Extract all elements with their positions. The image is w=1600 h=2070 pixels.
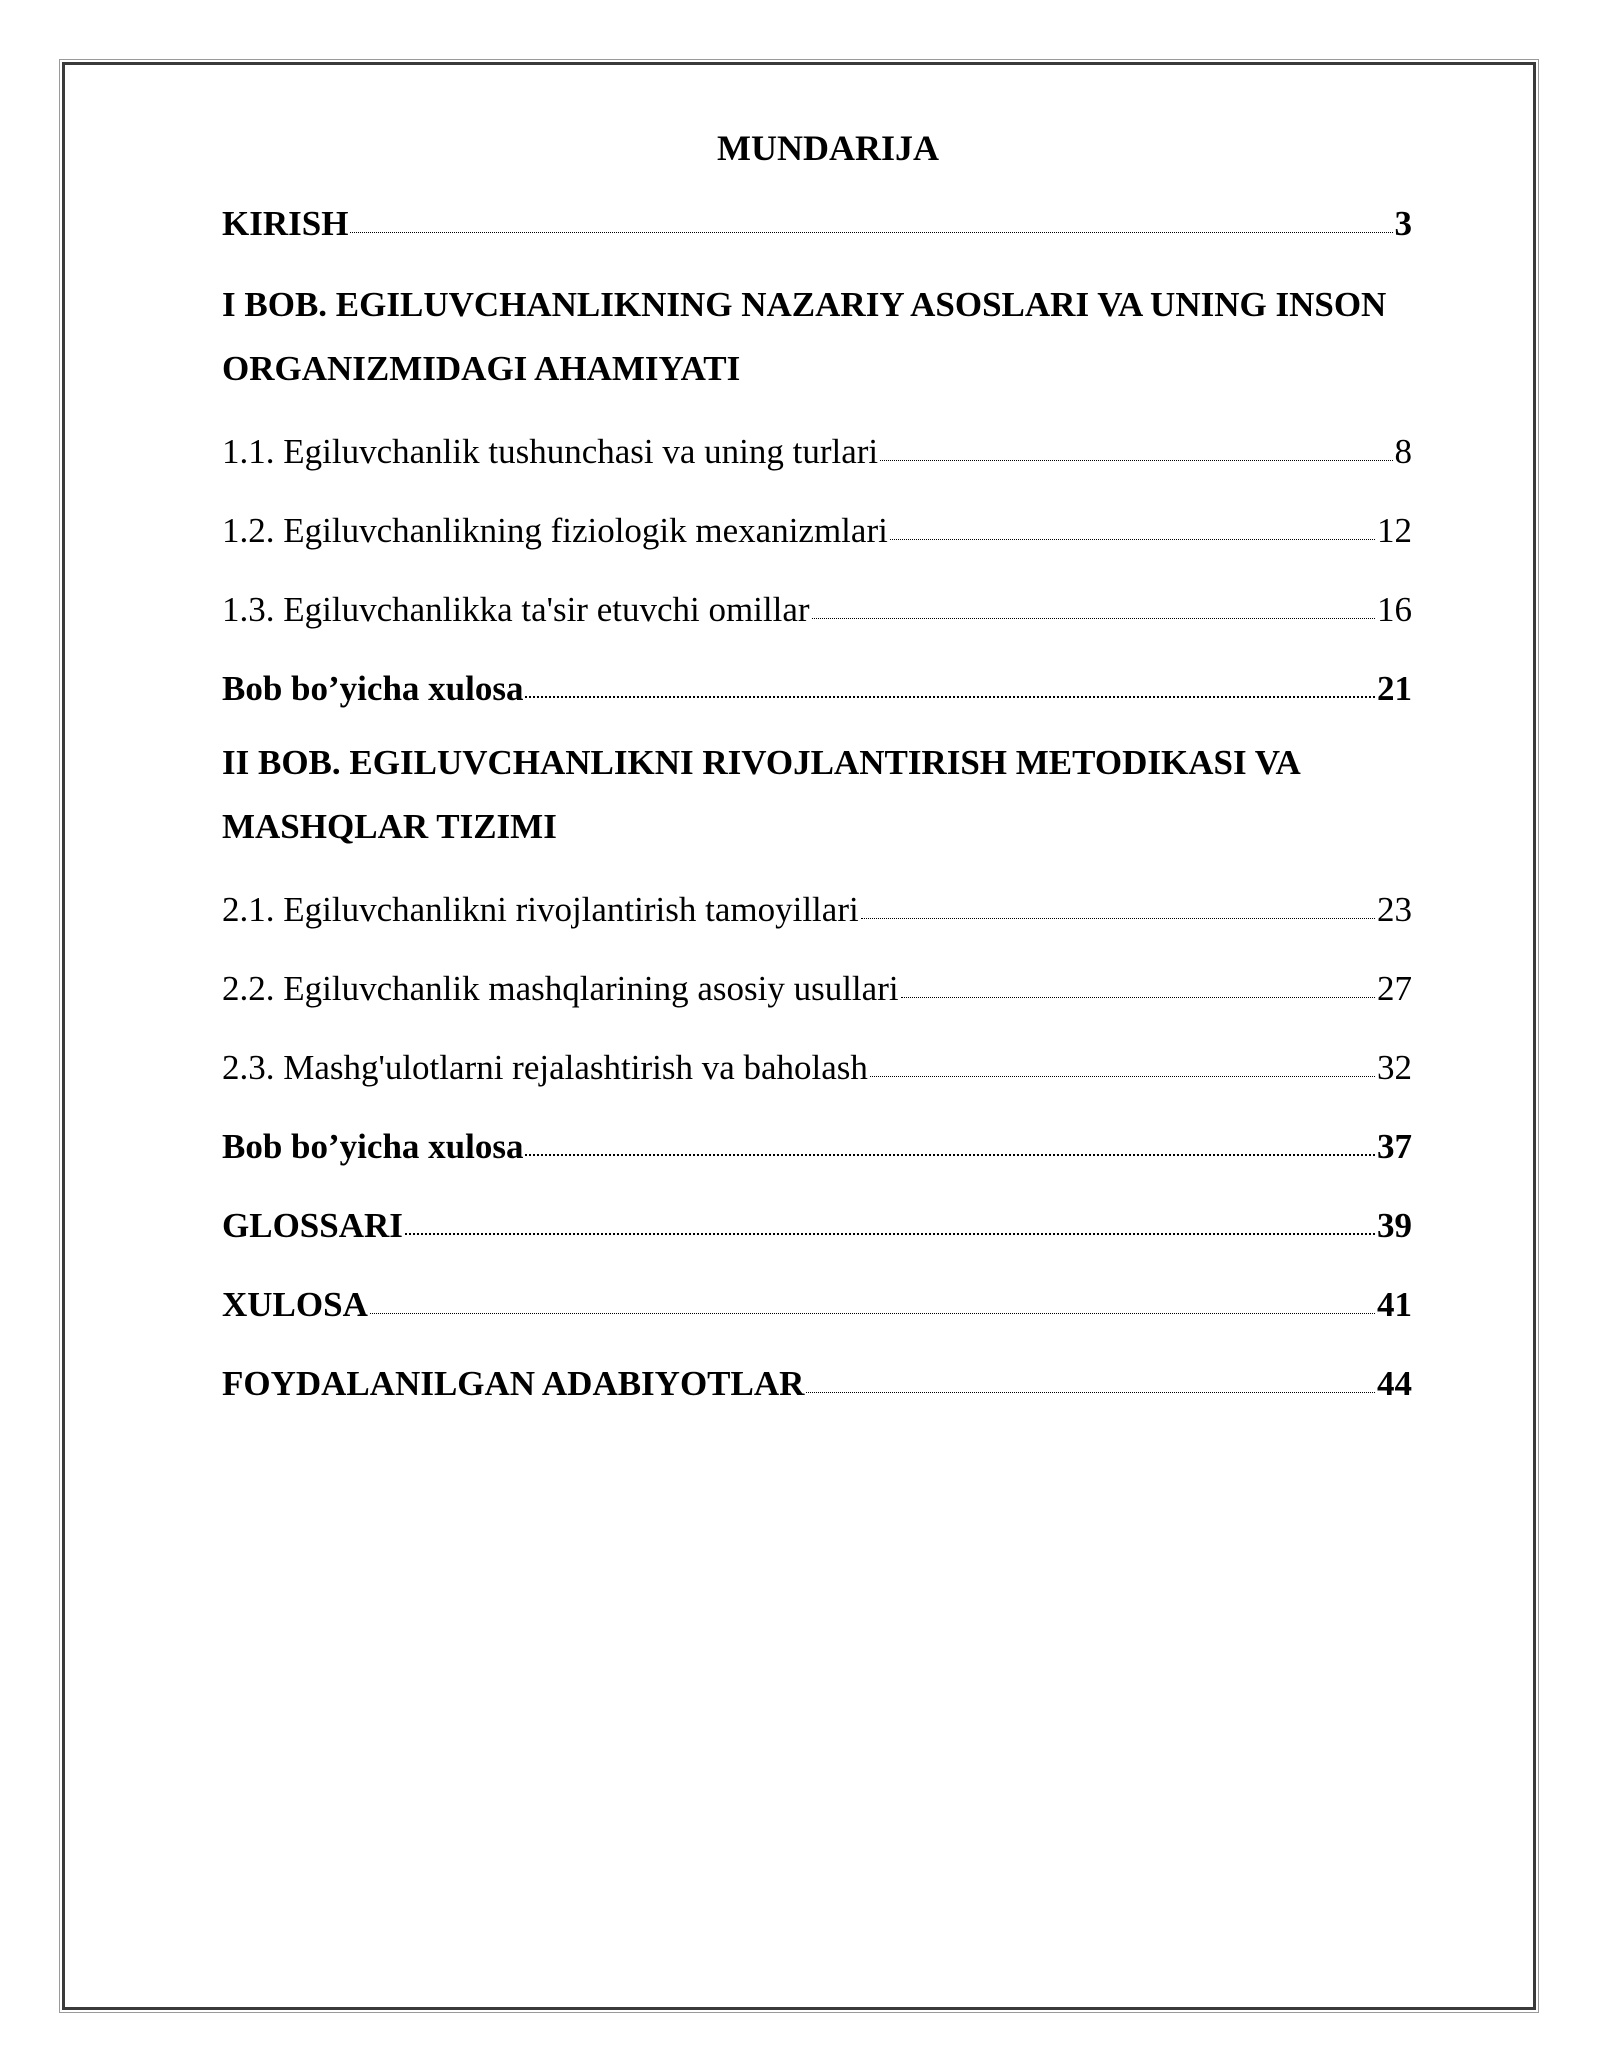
toc-leader-dots <box>405 1202 1375 1237</box>
toc-entry-page: 39 <box>1377 1206 1412 1245</box>
chapter-heading-1[interactable] <box>222 273 1462 401</box>
toc-entry-label: 2.1. Egiluvchanlikni rivojlantirish tamoyillari <box>222 890 859 929</box>
toc-entry-page: 21 <box>1377 669 1412 708</box>
toc-leader-dots <box>525 665 1375 700</box>
toc-entry-1-3[interactable] <box>222 586 1412 630</box>
toc-entry-page: 44 <box>1377 1364 1412 1403</box>
chapter-heading-line: II BOB. EGILUVCHANLIKNI RIVOJLANTIRISH METODIKASI VA <box>222 743 1301 782</box>
toc-entry-label: Bob bo’yicha xulosa <box>222 669 524 708</box>
toc-entry-page: 32 <box>1377 1048 1412 1087</box>
table-of-contents <box>222 118 1412 1403</box>
chapter-heading-2[interactable] <box>222 731 1462 859</box>
toc-entry-label: KIRISH <box>222 204 349 243</box>
toc-entry-1-2[interactable] <box>222 507 1412 551</box>
toc-leader-dots <box>890 507 1375 542</box>
toc-leader-dots <box>806 1360 1375 1395</box>
toc-entry-xulosa[interactable] <box>222 1281 1412 1325</box>
toc-leader-dots <box>861 886 1375 921</box>
toc-entry-page: 41 <box>1377 1285 1412 1324</box>
toc-entry-kirish[interactable] <box>222 200 1412 244</box>
toc-leader-dots <box>525 1123 1375 1158</box>
toc-entry-page: 37 <box>1377 1127 1412 1166</box>
toc-entry-label: 1.1. Egiluvchanlik tushunchasi va uning turlari <box>222 432 879 471</box>
toc-entry-label: 2.2. Egiluvchanlik mashqlarining asosiy usullari <box>222 969 899 1008</box>
chapter-heading-line: MASHQLAR TIZIMI <box>222 807 557 846</box>
toc-leader-dots <box>350 200 1392 235</box>
toc-entry-glossari[interactable] <box>222 1202 1412 1246</box>
toc-entry-2-3[interactable] <box>222 1044 1412 1088</box>
toc-entry-label: GLOSSARI <box>222 1206 403 1245</box>
toc-entry-page: 27 <box>1377 969 1412 1008</box>
toc-entry-page: 16 <box>1377 590 1412 629</box>
toc-leader-dots <box>370 1281 1375 1316</box>
toc-entry-2-1[interactable] <box>222 886 1412 930</box>
toc-entry-label: 1.2. Egiluvchanlikning fiziologik mexanizmlari <box>222 511 888 550</box>
toc-entry-label: XULOSA <box>222 1285 368 1324</box>
toc-entry-label: FOYDALANILGAN ADABIYOTLAR <box>222 1364 805 1403</box>
toc-entry-page: 3 <box>1394 204 1412 243</box>
toc-leader-dots <box>901 965 1375 1000</box>
toc-entry-chapter-2-summary[interactable] <box>222 1123 1412 1167</box>
toc-entry-label: 1.3. Egiluvchanlikka ta'sir etuvchi omillar <box>222 590 810 629</box>
toc-entry-chapter-1-summary[interactable] <box>222 665 1412 709</box>
toc-entry-page: 12 <box>1377 511 1412 550</box>
toc-entry-label: Bob bo’yicha xulosa <box>222 1127 524 1166</box>
toc-leader-dots <box>812 586 1375 621</box>
toc-title: MUNDARIJA <box>717 128 939 168</box>
toc-entry-page: 8 <box>1394 432 1412 471</box>
toc-entry-adabiyotlar[interactable] <box>222 1360 1412 1404</box>
chapter-heading-line: ORGANIZMIDAGI AHAMIYATI <box>222 349 741 388</box>
toc-entry-1-1[interactable] <box>222 428 1412 472</box>
toc-entry-2-2[interactable] <box>222 965 1412 1009</box>
toc-entry-label: 2.3. Mashg'ulotlarni rejalashtirish va baholash <box>222 1048 868 1087</box>
toc-entry-page: 23 <box>1377 890 1412 929</box>
chapter-heading-line: I BOB. EGILUVCHANLIKNING NAZARIY ASOSLARI VA UNING INSON <box>222 285 1387 324</box>
toc-leader-dots <box>880 428 1392 463</box>
toc-leader-dots <box>870 1044 1375 1079</box>
